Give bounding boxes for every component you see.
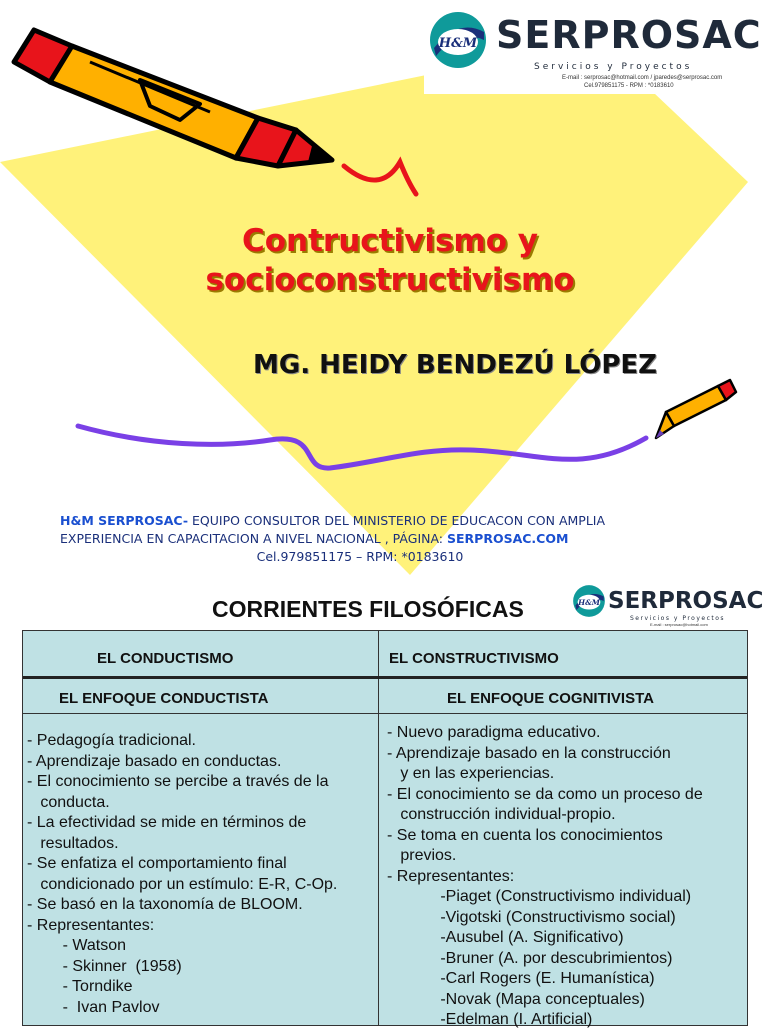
footer-text-2: EXPERIENCIA EN CAPACITACION A NIVEL NACIONAL , PÁGINA: <box>60 531 447 546</box>
list-item: conducta. <box>27 793 110 811</box>
title-line-2: socioconstructivismo <box>205 262 575 299</box>
logo-email: E-mail : serprosac@hotmail.com / jparedes@serprosac.com <box>562 75 723 81</box>
footer-text-1: EQUIPO CONSULTOR DEL MINISTERIO DE EDUCACON CON AMPLIA <box>188 513 606 528</box>
list-item: - Se basó en la taxonomía de BLOOM. <box>27 896 303 913</box>
list-item: - Pedagogía tradicional. <box>27 732 196 749</box>
list-item: - Aprendizaje basado en conductas. <box>27 752 282 770</box>
footer-brand: H&M SERPROSAC- <box>60 513 189 528</box>
list-item: -Bruner (A. por descubrimientos) <box>387 949 673 967</box>
list-item: construcción individual-propio. <box>387 806 616 823</box>
hm-logo-icon <box>428 10 488 70</box>
list-item: -Novak (Mapa conceptuales) <box>387 990 645 1008</box>
list-item: -Edelman (I. Artificial) <box>387 1011 593 1028</box>
col2-subheader: EL ENFOQUE COGNITIVISTA <box>447 690 654 707</box>
list-item: -Ausubel (A. Significativo) <box>387 929 624 946</box>
list-item: - Se toma en cuenta los conocimientos <box>387 826 663 844</box>
list-item: - Se enfatiza el comportamiento final <box>27 855 287 872</box>
logo-name: SERPROSAC <box>496 13 762 57</box>
logo-name-small: SERPROSAC <box>608 588 764 614</box>
svg-text:H&M: H&M <box>578 597 600 607</box>
company-logo <box>424 2 764 94</box>
conductism-list <box>27 731 337 1018</box>
list-item: - Torndike <box>27 978 133 995</box>
col1-header: EL CONDUCTISMO <box>97 650 234 667</box>
list-item: - Ivan Pavlov <box>27 998 160 1016</box>
list-item: - Skinner (1958) <box>27 957 182 975</box>
list-item: - El conocimiento se da como un proceso de <box>387 785 703 803</box>
list-item: resultados. <box>27 834 119 852</box>
author-name: MG. HEIDY BENDEZÚ LÓPEZ <box>252 350 657 380</box>
footer-website-link[interactable]: SERPROSAC.COM <box>447 531 569 546</box>
list-item: - El conocimiento se percibe a través de la <box>27 773 329 790</box>
list-item: - Nuevo paradigma educativo. <box>387 724 601 741</box>
list-item: -Carl Rogers (E. Humanística) <box>387 970 655 987</box>
slide-title <box>120 222 660 301</box>
logo-phone: Cel.979851175 - RPM : *0183610 <box>584 83 674 89</box>
table-slide-title: CORRIENTES FILOSÓFICAS <box>212 596 524 622</box>
list-item: - Representantes: <box>387 867 515 885</box>
list-item: -Piaget (Constructivismo individual) <box>387 888 692 905</box>
col1-subheader: EL ENFOQUE CONDUCTISTA <box>59 690 269 707</box>
list-item: previos. <box>387 847 457 864</box>
logo-tagline: Servicios y Proyectos <box>534 62 693 72</box>
svg-text:H&M: H&M <box>438 36 478 51</box>
list-item: - Representantes: <box>27 916 155 934</box>
yellow-triangle <box>0 40 748 575</box>
logo-tagline-small: Servicios y Proyectos <box>630 615 726 622</box>
col2-header: EL CONSTRUCTIVISMO <box>389 650 559 667</box>
hm-logo-small-icon <box>572 584 606 618</box>
footer-info <box>60 512 760 566</box>
title-line-1: Contructivismo y <box>242 223 538 259</box>
list-item: y en las experiencias. <box>387 765 555 782</box>
company-logo-small <box>570 580 764 628</box>
pencil-small-icon <box>656 380 736 438</box>
list-item: - La efectividad se mide en términos de <box>27 814 307 831</box>
list-item: -Vigotski (Constructivismo social) <box>387 908 676 926</box>
constructivism-list <box>387 723 703 1031</box>
subheader-divider <box>23 713 747 714</box>
footer-contact: Cel.979851175 – RPM: *0183610 <box>256 549 464 564</box>
list-item: - Aprendizaje basado en la construcción <box>387 744 671 762</box>
list-item: condicionado por un estímulo: E-R, C-Op. <box>27 875 338 893</box>
comparison-table <box>22 630 748 1026</box>
header-divider <box>23 676 747 679</box>
list-item: - Watson <box>27 937 126 954</box>
column-divider <box>378 631 379 1025</box>
logo-email-small: E-mail : serprosac@hotmail.com <box>650 622 708 627</box>
